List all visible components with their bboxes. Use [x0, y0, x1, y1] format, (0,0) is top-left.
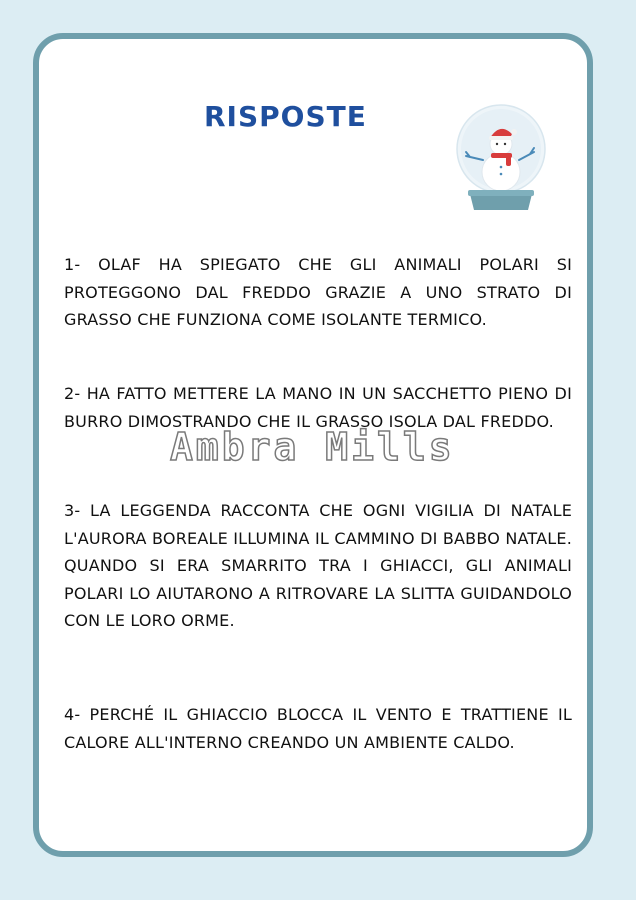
answer-2: 2- HA FATTO METTERE LA MANO IN UN SACCHETTO PIENO DI BURRO DIMOSTRANDO CHE IL GRASSO ISOLA DAL FREDDO.: [64, 384, 572, 431]
page-title: RISPOSTE: [204, 100, 367, 133]
answer-3: 3- LA LEGGENDA RACCONTA CHE OGNI VIGILIA DI NATALE L'AURORA BOREALE ILLUMINA IL CAMMINO DI BABBO NATALE. QUANDO SI ERA SMARRITO TRA I GHIACCI, GLI ANIMALI POLARI LO AIUTARONO A RITROVARE LA SLITTA GUIDANDOLO CON LE LORO ORME.: [64, 501, 572, 630]
snowman-snow-globe-icon: [448, 102, 554, 214]
watermark: Ambra Mills: [170, 425, 455, 469]
answer-4: 4- PERCHÉ IL GHIACCIO BLOCCA IL VENTO E TRATTIENE IL CALORE ALL'INTERNO CREANDO UN AMBIENTE CALDO.: [64, 705, 572, 752]
answer-1: 1- OLAF HA SPIEGATO CHE GLI ANIMALI POLARI SI PROTEGGONO DAL FREDDO GRAZIE A UNO STRATO DI GRASSO CHE FUNZIONA COME ISOLANTE TERMICO.: [64, 255, 572, 329]
